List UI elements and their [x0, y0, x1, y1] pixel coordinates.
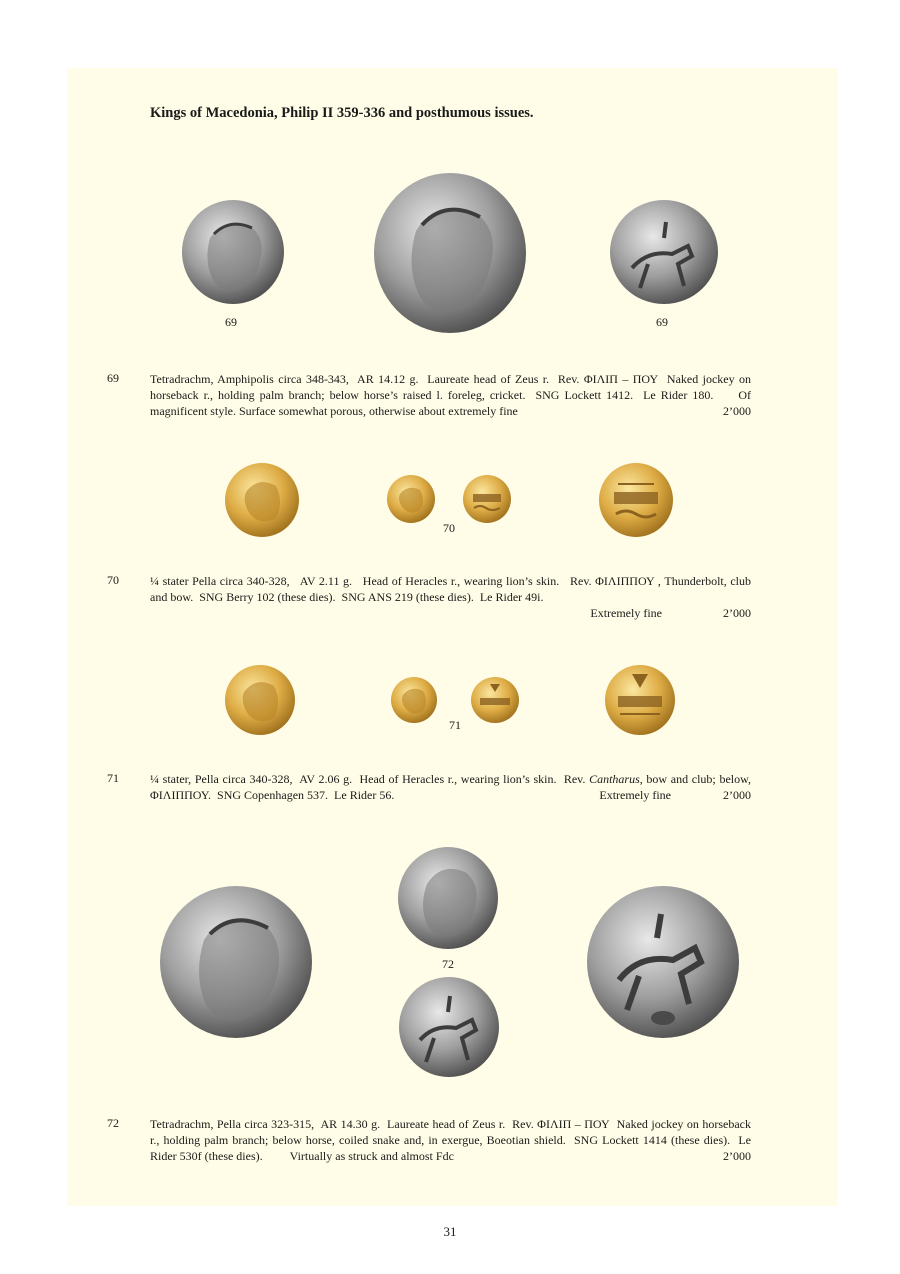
lot-69-caption-right: 69	[656, 315, 668, 329]
lot-70-obverse-coin	[386, 474, 436, 524]
lot-69-obverse-coin-enlarged	[372, 171, 528, 335]
lot-69-price: 2’000	[723, 404, 751, 418]
lot-72-description-text: Tetradrachm, Pella circa 323-315, AR 14.30 g. Laureate head of Zeus r. Rev. ΦΙΛΙΠ – ΠΟΥ Naked jockey on horseback r., holding palm branch; below horse, coiled snake and, in exergue, Boeotian shield. SNG Lockett 1414 (these dies). Le Rider 530f (these dies).	[150, 1117, 751, 1163]
lot-69-grade: Of magnificent style. Surface somewhat porous, otherwise about extremely fine	[150, 388, 752, 418]
lot-69-description-text: Tetradrachm, Amphipolis circa 348-343, AR 14.12 g. Laureate head of Zeus r. Rev. ΦΙΛΙΠ – ΠΟΥ Naked jockey on horseback r., holding palm branch; below horse’s raised l. foreleg, cricket. SNG Lockett 1412. Le Rider 180.	[150, 372, 751, 402]
lot-70-price: 2’000	[723, 606, 751, 620]
lot-71-reverse-coin-enlarged	[604, 664, 676, 736]
lot-72-reverse-coin-enlarged	[585, 884, 741, 1040]
lot-72-obverse-coin-enlarged	[158, 884, 314, 1040]
lot-71-description	[150, 771, 751, 803]
lot-69-description	[150, 371, 751, 419]
lot-70-reverse-coin	[462, 474, 512, 524]
lot-71-price: 2’000	[723, 788, 751, 802]
lot-69-obverse-coin	[180, 198, 286, 306]
lot-69-caption-left: 69	[225, 315, 237, 329]
lot-71-description-text: ¼ stater, Pella circa 340-328, AV 2.06 g. Head of Heracles r., wearing lion’s skin. Rev. Cantharus, bow and club; below, ΦΙΛΙΠΠΟΥ. SNG Copenhagen 537. Le Rider 56.	[150, 772, 751, 802]
page-number: 31	[443, 1224, 457, 1239]
lot-71-number: 71	[107, 771, 119, 785]
lot-71-grade: Extremely fine	[599, 788, 671, 802]
lot-72-grade: Virtually as struck and almost Fdc	[289, 1149, 454, 1163]
lot-71-reverse-coin	[470, 676, 520, 724]
lot-70-number: 70	[107, 573, 119, 587]
lot-72-obverse-coin	[397, 846, 499, 950]
lot-72-reverse-coin	[398, 976, 500, 1078]
lot-69-number: 69	[107, 371, 119, 385]
section-heading: Kings of Macedonia, Philip II 359-336 and posthumous issues.	[150, 105, 534, 121]
lot-70-caption: 70	[443, 521, 455, 535]
lot-72-price: 2’000	[723, 1149, 751, 1163]
lot-70-description	[150, 573, 751, 621]
lot-72-caption: 72	[442, 957, 454, 971]
lot-70-grade: Extremely fine	[590, 606, 662, 620]
lot-70-description-text: ¼ stater Pella circa 340-328, AV 2.11 g. Head of Heracles r., wearing lion’s skin. Rev. ΦΙΛΙΠΠΟΥ , Thunderbolt, club and bow. SNG Berry 102 (these dies). SNG ANS 219 (these dies). Le Rider 49i.	[150, 574, 751, 604]
lot-69-reverse-coin	[608, 198, 720, 306]
lot-72-number: 72	[107, 1116, 119, 1130]
lot-70-obverse-coin-enlarged	[224, 462, 300, 538]
lot-71-caption: 71	[449, 718, 461, 732]
lot-72-description	[150, 1116, 751, 1164]
lot-71-obverse-coin	[390, 676, 438, 724]
lot-71-obverse-coin-enlarged	[224, 664, 296, 736]
lot-70-reverse-coin-enlarged	[598, 462, 674, 538]
